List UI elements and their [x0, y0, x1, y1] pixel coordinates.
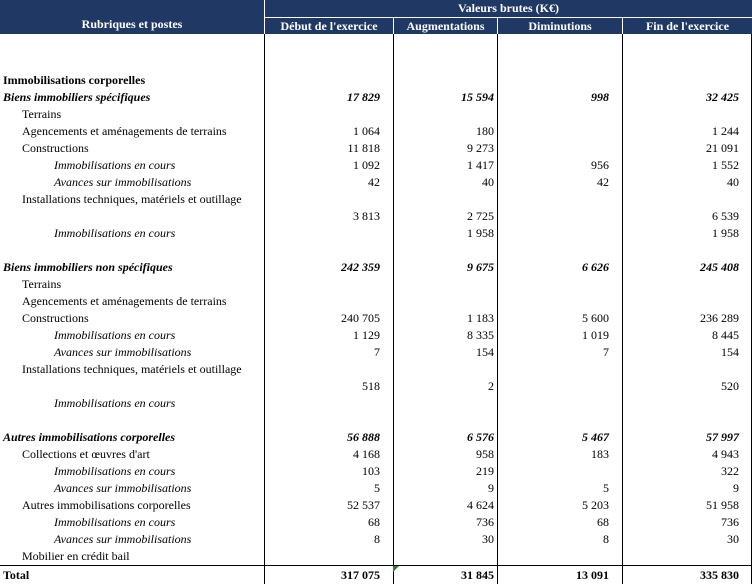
value-diminutions: 956 [591, 158, 609, 172]
value-debut: 103 [362, 464, 380, 478]
row-label: Avances sur immobilisations [54, 532, 192, 546]
table-row [0, 157, 752, 174]
value-fin: 736 [721, 515, 739, 529]
value-debut: 1 064 [353, 124, 380, 138]
header-valeurs-brutes [265, 0, 752, 34]
table-row [0, 242, 752, 259]
row-label: Constructions [22, 311, 89, 325]
table-row [0, 55, 752, 72]
value-diminutions: 5 203 [582, 498, 609, 512]
row-label: Immobilisations corporelles [3, 73, 146, 87]
total-diminutions: 13 091 [576, 568, 609, 582]
table-row [0, 106, 752, 123]
value-augmentations: 1 183 [467, 311, 494, 325]
table-row [0, 259, 752, 276]
value-diminutions: 8 [603, 532, 609, 546]
table-row [0, 140, 752, 157]
value-debut: 518 [362, 379, 380, 393]
value-fin: 236 289 [700, 311, 739, 325]
value-debut: 1 092 [353, 158, 380, 172]
row-label: Avances sur immobilisations [54, 175, 192, 189]
row-label: Immobilisations en cours [54, 226, 176, 240]
total-augmentations: 31 845 [461, 568, 494, 582]
value-diminutions: 68 [597, 515, 609, 529]
table-row [0, 72, 752, 89]
value-debut: 242 359 [341, 260, 380, 274]
value-fin: 51 958 [706, 498, 739, 512]
table-row [0, 361, 752, 395]
header-col-debut: Début de l'exercice [265, 18, 394, 34]
table-row [0, 514, 752, 531]
table-row [0, 276, 752, 293]
table-row [0, 480, 752, 497]
table-row [0, 548, 752, 565]
row-label: Constructions [22, 141, 89, 155]
header-group-label: Valeurs brutes (K€) [265, 0, 752, 18]
value-augmentations: 9 675 [467, 260, 494, 274]
row-label: Immobilisations en cours [54, 515, 176, 529]
value-diminutions: 1 019 [582, 328, 609, 342]
header-col-fin: Fin de l'exercice [645, 19, 730, 33]
value-diminutions: 5 600 [582, 311, 609, 325]
table-row [0, 123, 752, 140]
table-row [0, 531, 752, 548]
value-debut: 8 [374, 532, 380, 546]
value-diminutions: 6 626 [582, 260, 609, 274]
value-fin: 1 552 [712, 158, 739, 172]
table-row [0, 497, 752, 514]
value-augmentations: 30 [482, 532, 494, 546]
value-fin: 9 [733, 481, 739, 495]
value-augmentations: 4 624 [467, 498, 494, 512]
value-augmentations: 180 [476, 124, 494, 138]
value-debut: 11 818 [347, 141, 380, 155]
value-debut: 240 705 [341, 311, 380, 325]
table-row [0, 89, 752, 106]
value-debut: 4 168 [353, 447, 380, 461]
value-augmentations: 2 725 [467, 209, 494, 223]
value-debut: 42 [368, 175, 380, 189]
value-debut: 1 129 [353, 328, 380, 342]
row-label: Installations techniques, matériels et outillage [22, 192, 242, 206]
value-fin: 322 [721, 464, 739, 478]
row-label: Avances sur immobilisations [54, 481, 192, 495]
value-diminutions: 7 [603, 345, 609, 359]
value-augmentations: 219 [476, 464, 494, 478]
value-augmentations: 15 594 [461, 90, 494, 104]
row-label: Mobilier en crédit bail [22, 549, 130, 563]
total-debut: 317 075 [341, 568, 380, 582]
table-row [0, 174, 752, 191]
value-debut: 56 888 [347, 430, 380, 444]
value-fin: 6 539 [712, 209, 739, 223]
table-row [0, 412, 752, 429]
table-body [0, 55, 752, 565]
value-augmentations: 1 417 [467, 158, 494, 172]
row-label: Autres immobilisations corporelles [3, 430, 176, 444]
row-label: Agencements et aménagements de terrains [22, 124, 227, 138]
row-label: Terrains [22, 277, 62, 291]
row-label: Agencements et aménagements de terrains [22, 294, 227, 308]
value-fin: 4 943 [712, 447, 739, 461]
value-augmentations: 6 576 [467, 430, 494, 444]
value-augmentations: 8 335 [467, 328, 494, 342]
table-row [0, 429, 752, 446]
total-fin: 335 830 [700, 568, 739, 582]
value-debut: 17 829 [347, 90, 380, 104]
header-rubriques [0, 0, 264, 34]
cell-marker-icon [393, 566, 399, 572]
table-row [0, 463, 752, 480]
row-label: Biens immobiliers non spécifiques [3, 260, 173, 274]
value-augmentations: 1 958 [467, 226, 494, 240]
row-label: Immobilisations en cours [54, 158, 176, 172]
value-diminutions: 5 [603, 481, 609, 495]
row-label: Avances sur immobilisations [54, 345, 192, 359]
value-fin: 8 445 [712, 328, 739, 342]
value-debut: 52 537 [347, 498, 380, 512]
value-fin: 40 [727, 175, 739, 189]
value-augmentations: 2 [488, 379, 494, 393]
row-label: Immobilisations en cours [54, 328, 176, 342]
header-rubriques-label: Rubriques et postes [81, 17, 183, 31]
total-label: Total [3, 568, 30, 582]
value-fin: 1 244 [712, 124, 739, 138]
value-fin: 32 425 [706, 90, 739, 104]
value-fin: 245 408 [700, 260, 739, 274]
table-row [0, 344, 752, 361]
row-label: Installations techniques, matériels et outillage [22, 362, 242, 376]
value-augmentations: 9 273 [467, 141, 494, 155]
value-fin: 154 [721, 345, 739, 359]
value-diminutions: 42 [597, 175, 609, 189]
row-label: Immobilisations en cours [54, 396, 176, 410]
value-augmentations: 40 [482, 175, 494, 189]
row-label: Immobilisations en cours [54, 464, 176, 478]
header-col-diminutions: Diminutions [498, 18, 623, 34]
table-row [0, 225, 752, 242]
value-diminutions: 183 [591, 447, 609, 461]
row-label: Terrains [22, 107, 62, 121]
value-augmentations: 154 [476, 345, 494, 359]
value-augmentations: 958 [476, 447, 494, 461]
row-label: Collections et œuvres d'art [22, 447, 150, 461]
header-col-augmentations: Augmentations [394, 18, 498, 34]
total-row [0, 566, 752, 584]
table-row [0, 327, 752, 344]
table-row [0, 395, 752, 412]
table-row [0, 293, 752, 310]
value-debut: 7 [374, 345, 380, 359]
value-augmentations: 736 [476, 515, 494, 529]
value-diminutions: 998 [591, 90, 609, 104]
value-diminutions: 5 467 [582, 430, 609, 444]
value-fin: 1 958 [712, 226, 739, 240]
value-debut: 5 [374, 481, 380, 495]
value-debut: 68 [368, 515, 380, 529]
value-debut: 3 813 [353, 209, 380, 223]
table-row [0, 191, 752, 225]
value-fin: 57 997 [706, 430, 739, 444]
value-fin: 30 [727, 532, 739, 546]
table-row [0, 310, 752, 327]
value-fin: 21 091 [706, 141, 739, 155]
row-label: Biens immobiliers spécifiques [3, 90, 151, 104]
value-fin: 520 [721, 379, 739, 393]
row-label: Autres immobilisations corporelles [22, 498, 191, 512]
table-row [0, 446, 752, 463]
value-augmentations: 9 [488, 481, 494, 495]
